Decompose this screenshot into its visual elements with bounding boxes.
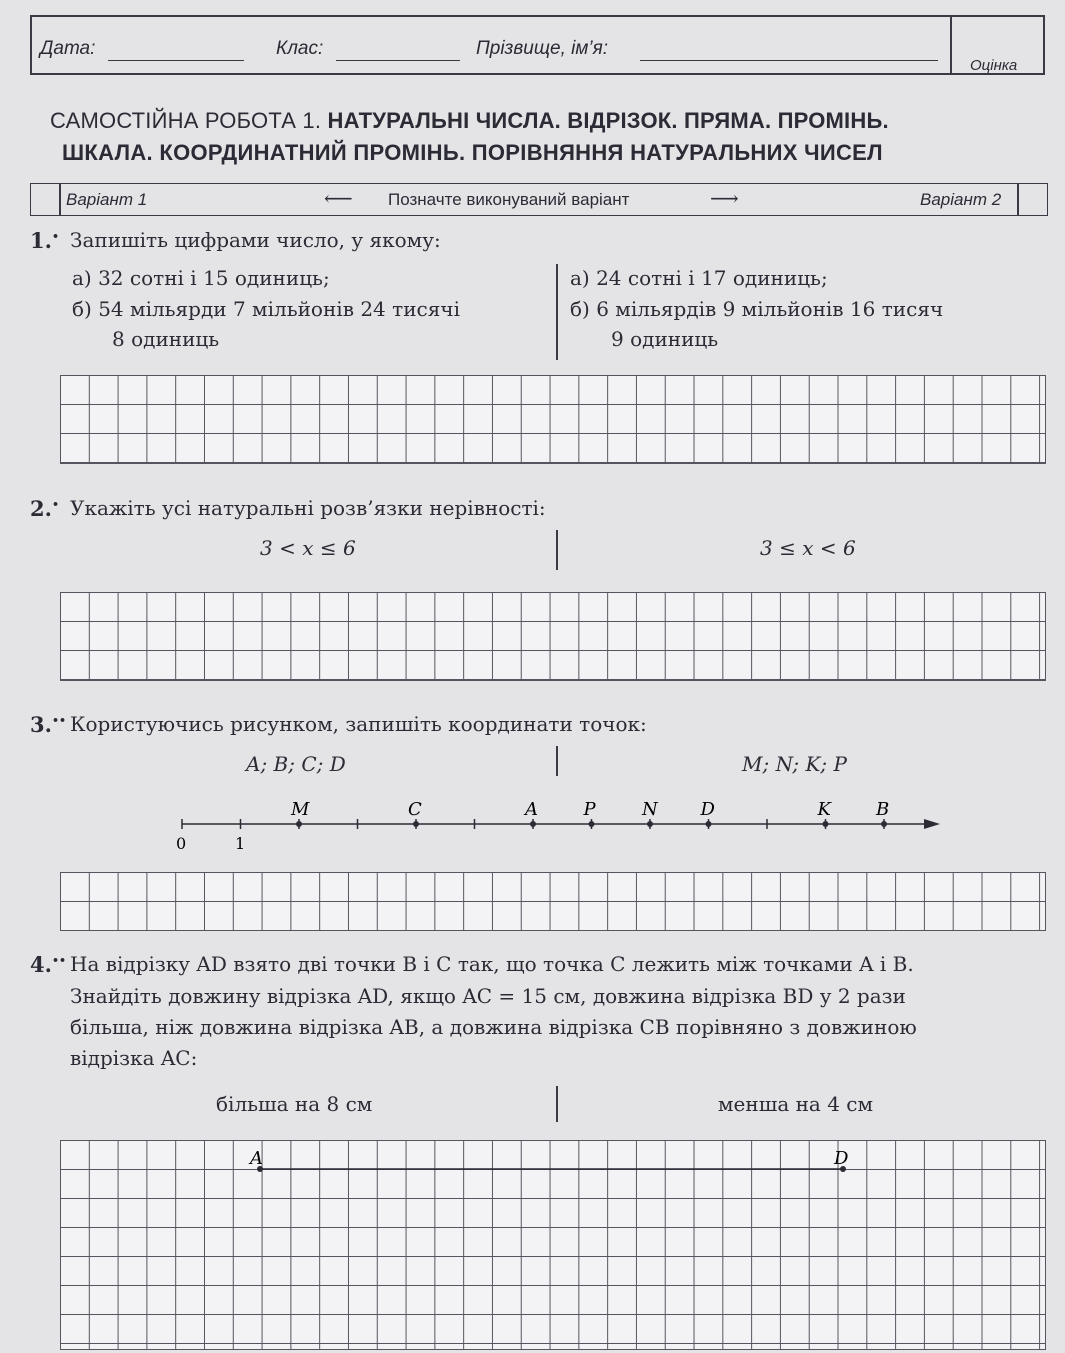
class-label: Клас:	[276, 38, 324, 59]
point-label-a: A	[525, 799, 538, 820]
point-label-b: B	[876, 799, 890, 820]
variant-divider	[556, 746, 558, 776]
date-field[interactable]	[108, 60, 244, 61]
task1-v1-b-cont: 8 одиниць	[112, 327, 220, 351]
answer-grid-1[interactable]	[60, 375, 1046, 464]
point-label-c: C	[408, 799, 422, 820]
unit-label: 1	[235, 834, 246, 853]
answer-grid-2[interactable]	[60, 592, 1046, 681]
task1-v2-b-cont: 9 одиниць	[611, 327, 719, 351]
variant-divider	[556, 530, 558, 570]
name-label: Прізвище, ім’я:	[476, 38, 609, 59]
variant-divider	[556, 1086, 558, 1122]
segment-label-d: D	[834, 1148, 849, 1169]
point-a	[530, 821, 536, 827]
point-label-d: D	[700, 799, 715, 820]
point-label-p: P	[583, 799, 596, 820]
task2-v2-inequality: 3 ≤ x < 6	[760, 536, 856, 560]
task3-prompt: Користуючись рисунком, запишіть координати точок:	[70, 712, 647, 736]
task4-prompt-line3: більша, ніж довжина відрізка AB, а довжина відрізка CB порівняно з довжиною	[70, 1015, 917, 1039]
origin-label: 0	[176, 834, 187, 853]
name-field[interactable]	[640, 60, 938, 61]
point-n	[647, 821, 653, 827]
page-title	[50, 108, 889, 134]
class-field[interactable]	[336, 60, 460, 61]
arrow-right-icon	[924, 819, 940, 829]
task3-v2-points: M; N; K; P	[742, 752, 847, 776]
task4-prompt-line4: відрізка AC:	[70, 1046, 198, 1070]
task2-v1-inequality: 3 < x ≤ 6	[260, 536, 356, 560]
point-label-m: M	[291, 799, 310, 820]
header-divider	[950, 15, 952, 75]
variant-divider	[556, 264, 558, 360]
task1-number: 1.•	[30, 228, 59, 253]
arrow-left-icon: ⟵	[324, 186, 353, 210]
task1-prompt: Запишіть цифрами число, у якому:	[70, 228, 441, 252]
title-line1: НАТУРАЛЬНІ ЧИСЛА. ВІДРІЗОК. ПРЯМА. ПРОМІНЬ.	[327, 108, 889, 133]
point-label-k: K	[817, 799, 831, 820]
point-k	[823, 821, 829, 827]
task1-v2-a: а) 24 сотні і 17 одиниць;	[570, 266, 828, 290]
answer-grid-3[interactable]	[60, 872, 1046, 931]
coordinate-ray	[0, 790, 1065, 860]
date-label: Дата:	[40, 38, 96, 59]
task1-v1-a: а) 32 сотні і 15 одиниць;	[72, 266, 330, 290]
segment-ad	[0, 1140, 1065, 1200]
title-prefix: САМОСТІЙНА РОБОТА 1.	[50, 108, 322, 133]
point-c	[413, 821, 419, 827]
task1-v1-b: б) 54 мільярди 7 мільйонів 24 тисячі	[72, 297, 460, 321]
task3-number: 3.••	[30, 712, 66, 737]
title-line2: ШКАЛА. КООРДИНАТНИЙ ПРОМІНЬ. ПОРІВНЯННЯ НАТУРАЛЬНИХ ЧИСЕЛ	[62, 140, 883, 165]
point-d	[706, 821, 712, 827]
segment-label-a: A	[250, 1148, 263, 1169]
point-label-n: N	[642, 799, 658, 820]
point-m	[296, 821, 302, 827]
variant-1-label[interactable]: Варіант 1	[66, 190, 148, 209]
task3-v1-points: A; B; C; D	[246, 752, 346, 776]
task4-v2-condition: менша на 4 см	[718, 1092, 874, 1116]
point-p	[589, 821, 595, 827]
task2-number: 2.•	[30, 496, 59, 521]
task4-number: 4.••	[30, 952, 66, 977]
task4-v1-condition: більша на 8 см	[216, 1092, 373, 1116]
task1-v2-b: б) 6 мільярдів 9 мільйонів 16 тисяч	[570, 297, 944, 321]
arrow-right-icon: ⟶	[710, 186, 739, 210]
point-b	[881, 821, 887, 827]
task4-prompt-line2: Знайдіть довжину відрізка AD, якщо AC = 15 см, довжина відрізка BD у 2 рази	[70, 984, 906, 1008]
variant-2-label[interactable]: Варіант 2	[920, 190, 1002, 209]
variant-instruction: Позначте виконуваний варіант	[388, 190, 630, 209]
score-label: Оцінка	[970, 57, 1018, 74]
task2-prompt: Укажіть усі натуральні розв’язки нерівності:	[70, 496, 546, 520]
task4-prompt-line1: На відрізку AD взято дві точки B і C так, що точка C лежить між точками A і B.	[70, 952, 914, 976]
